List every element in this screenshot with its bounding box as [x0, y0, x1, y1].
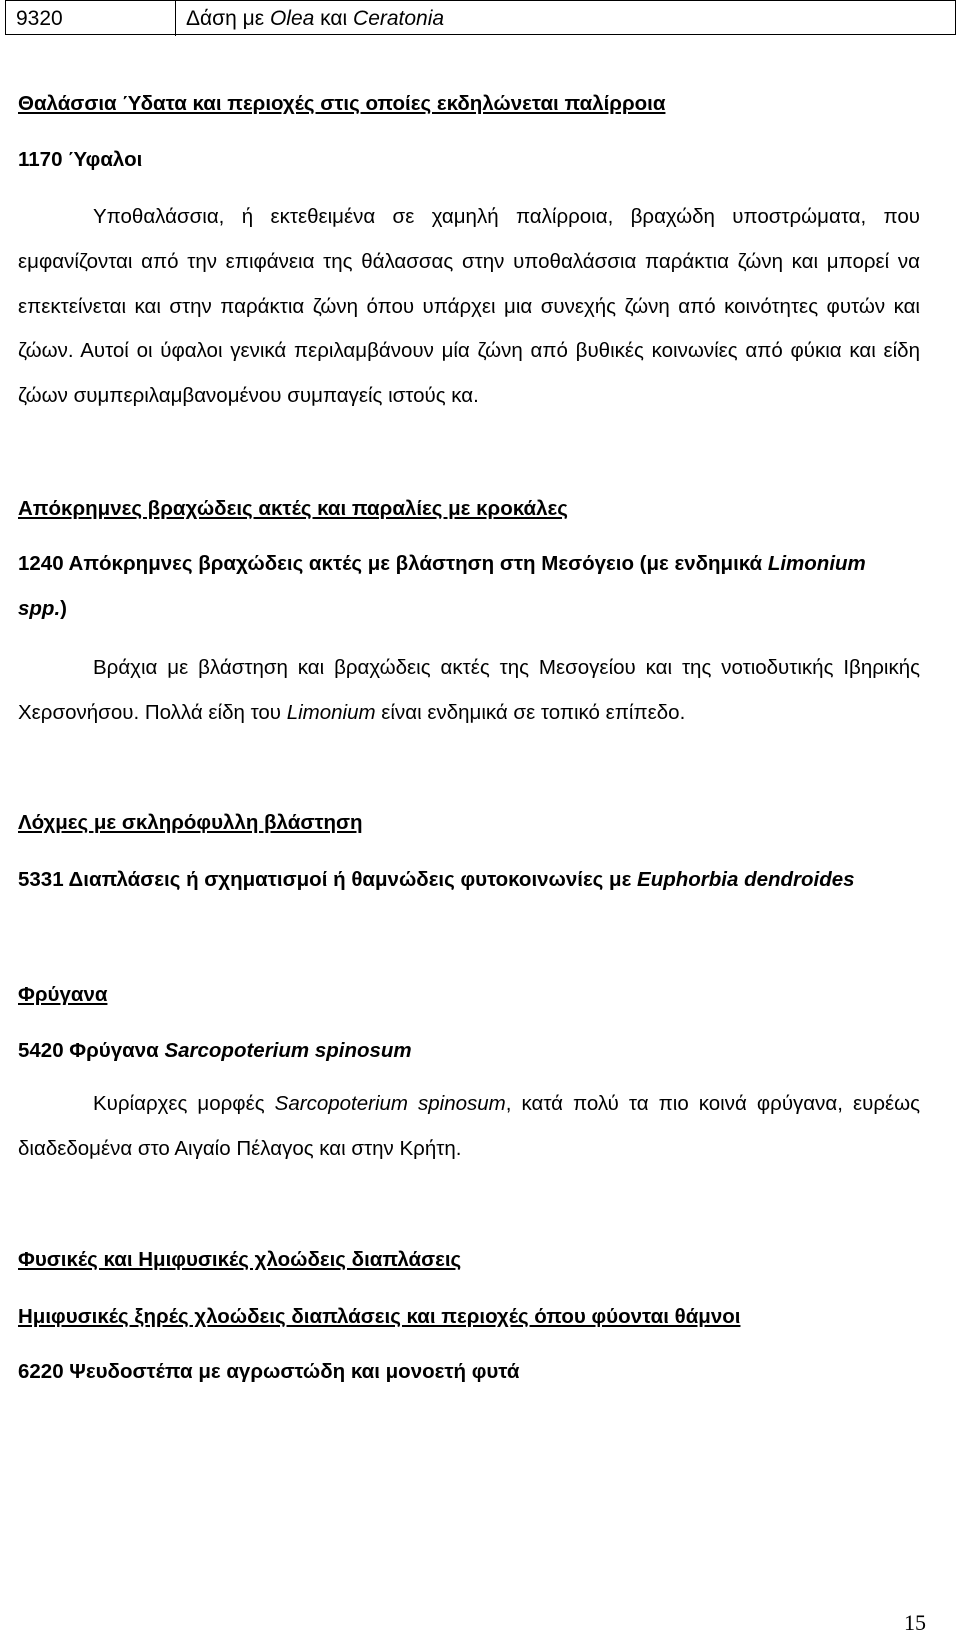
phrygana-text-italic: Sarcopoterium spinosum [274, 1092, 506, 1115]
habitat-name-italic-1: Olea [269, 7, 315, 30]
scrub-title [18, 868, 920, 892]
phrygana-title [18, 1039, 920, 1063]
cliffs-title [18, 542, 920, 632]
cliffs-text-end: είναι ενδημικά σε τοπικό επίπεδο. [375, 700, 686, 724]
habitat-name-italic-2: Ceratonia [353, 7, 445, 30]
phrygana-heading: Φρύγανα [18, 983, 108, 1006]
cliffs-heading: Απόκρημνες βραχώδεις ακτές και παραλίες με κροκάλες [18, 497, 568, 520]
habitat-name-conj: και [314, 7, 354, 30]
grassland-heading: Φυσικές και Ημιφυσικές χλοώδεις διαπλάσεις [18, 1248, 462, 1271]
cliffs-paragraph [18, 646, 920, 736]
cliffs-title-text: 1240 Απόκρημνες βραχώδεις ακτές με βλάστηση στη Μεσόγειο (με ενδημικά [18, 552, 768, 575]
phrygana-text: Κυρίαρχες μορφές [93, 1092, 275, 1115]
habitat-code-cell: 9320 [6, 1, 176, 36]
reefs-title: 1170 Ύφαλοι [18, 148, 143, 171]
phrygana-text-end: , κατά πολύ τα πιο κοινά φρύγανα, ευρέως διαδεδομένα στο Αιγαίο Πέλαγος και στην Κρήτη. [18, 1092, 921, 1160]
cliffs-title-close: ) [60, 596, 67, 620]
habitat-name-cell [176, 1, 444, 36]
header-table [5, 0, 956, 35]
phrygana-title-italic: Sarcopoterium spinosum [164, 1039, 412, 1062]
scrub-heading: Λόχμες με σκληρόφυλλη βλάστηση [18, 811, 363, 834]
phrygana-title-text: 5420 Φρύγανα [18, 1039, 165, 1062]
page-number: 15 [904, 1610, 926, 1635]
marine-heading: Θαλάσσια Ύδατα και περιοχές στις οποίες εκδηλώνεται παλίρροια [18, 92, 666, 115]
grassland-subheading: Ημιφυσικές ξηρές χλοώδεις διαπλάσεις και περιοχές όπου φύονται θάμνοι [18, 1305, 741, 1328]
cliffs-title-italic: Limonium spp. [18, 552, 866, 620]
scrub-title-italic: Euphorbia dendroides [637, 868, 855, 891]
scrub-title-text: 5331 Διαπλάσεις ή σχηματισμοί ή θαμνώδεις φυτοκοινωνίες με [18, 868, 638, 891]
pseudosteppe-title: 6220 Ψευδοστέπα με αγρωστώδη και μονοετή φυτά [18, 1360, 520, 1383]
cliffs-text-italic: Limonium [286, 700, 376, 724]
reefs-paragraph: Υποθαλάσσια, ή εκτεθειμένα σε χαμηλή παλίρροια, βραχώδη υποστρώματα, που εμφανίζονται από την επιφάνεια της θάλασσας στην υποθαλάσσια παράκτια ζώνη και μπορεί να επεκτείνεται και στην παράκτια ζώνη όπου υπάρχει μια συνεχής ζώνη από κοινότητες φυτών και ζώων. Αυτοί οι ύφαλοι γενικά περιλαμβάνουν μία ζώνη από βυθικές κοινωνίες από φύκια και είδη ζώων συμπεριλαμβανομένου συμπαγείς ιστούς κα. [18, 205, 920, 408]
habitat-name-text: Δάση με [186, 7, 270, 30]
phrygana-paragraph [18, 1082, 920, 1172]
cliffs-text: Βράχια με βλάστηση και βραχώδεις ακτές της Μεσογείου και της νοτιοδυτικής Ιβηρικής Χερσονήσου. Πολλά είδη του [18, 656, 920, 724]
